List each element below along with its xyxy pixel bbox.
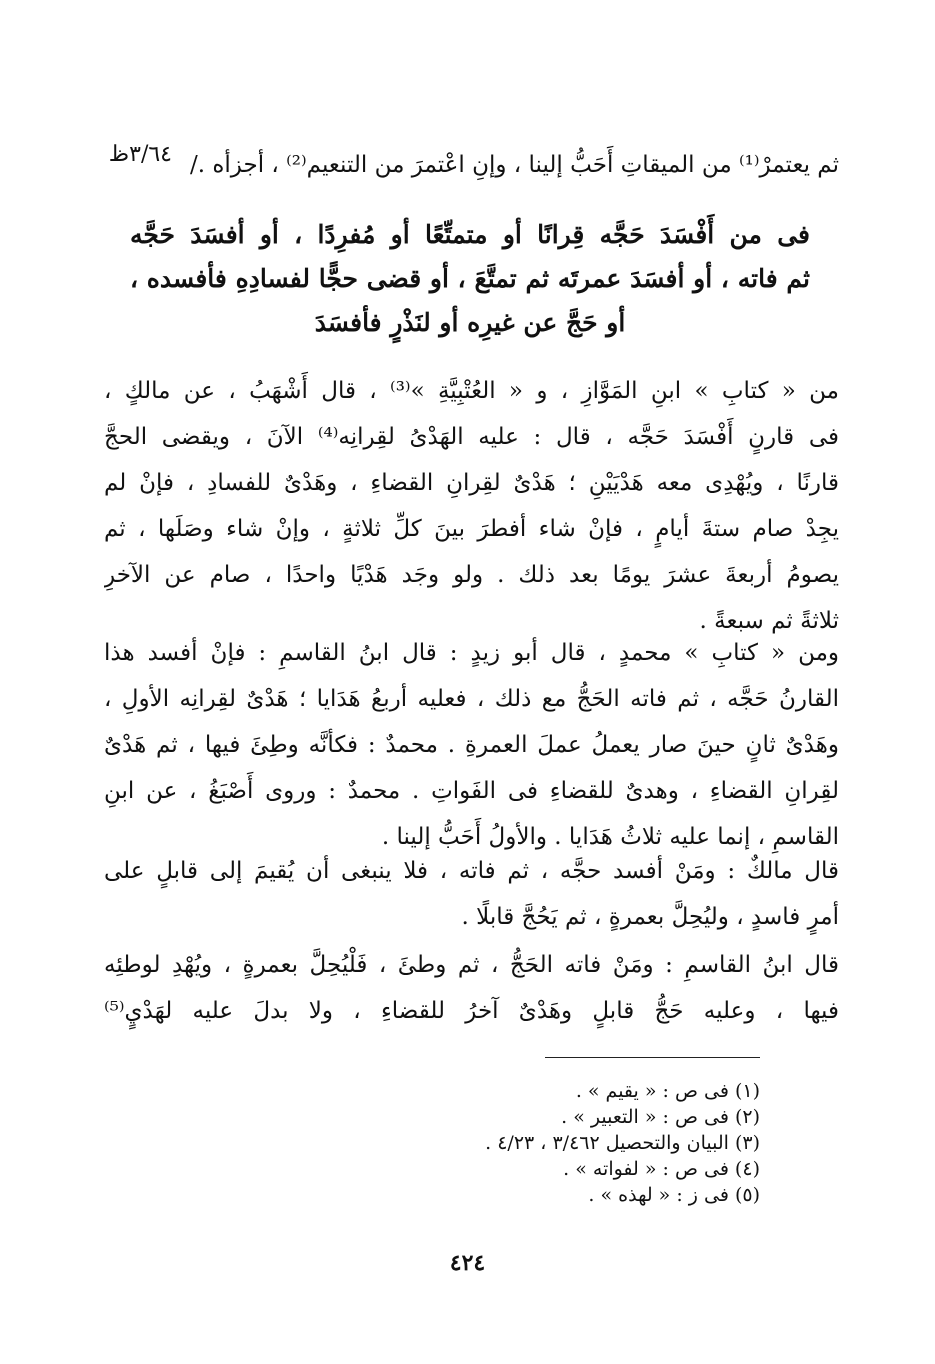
text-line: لقِرانِ القضاءِ ، وهدىٌ للقضاءِ فى الفَواتِ . محمدٌ : وروى أَصْبَغُ ، عن ابنِ [104,778,839,804]
section-heading [130,213,810,345]
paragraph-2 [104,630,839,860]
footnote: (٤) فى ص : « لفواته » . [563,1158,760,1180]
footnote: (٢) فى ص : « التعبير » . [561,1106,760,1128]
paragraph-3 [104,848,839,940]
text-line: فيها ، وعليه حَجُّ قابلٍ وهَدْىٌ آخرُ للقضاءِ ، ولا بدلَ عليه لهَدْيٍ⁽⁵⁾ [104,998,839,1024]
text-line: ثم يعتمرْ⁽¹⁾ من الميقاتِ أَحَبُّ إلينا ، وإنِ اعْتمرَ من التنعيم⁽²⁾ ، أجزأه ./ [189,152,839,178]
footnote: (٥) فى ز : « لهذه » . [588,1184,760,1206]
text-line: قال مالكٌ : ومَنْ أفسد حجَّه ، ثم فاته ، فلا ينبغى أن يُقيمَ إلى قابلٍ على [104,858,839,884]
opening-line [104,142,839,188]
text-line: القارنُ حَجَّه ، ثم فاته الحَجُّ مع ذلك ، فعليه أربعُ هَدَايا ؛ هَدْىٌ لقِرانِه الأولِ ، [104,686,839,712]
footnote: (١) فى ص : « يقيم » . [575,1080,760,1102]
text-line: ثلاثةً ثم سبعةً . [699,608,839,634]
heading-line: أو حَجَّ عن غيرِه أو لنَذْرٍ فأفسَدَ [314,308,626,337]
margin-folio-reference: ٣/٦٤ظ [108,142,172,167]
text-line: قارنًا ، ويُهْدِى معه هَدْيَيْنِ ؛ هَدْىٌ لقِرانِ القضاءِ ، وهَدْىٌ للفسادِ ، فإنْ لم [104,470,839,496]
text-line: قال ابنُ القاسمِ : ومَنْ فاته الحَجُّ ، ثم وطئَ ، فَلْيُحِلَّ بعمرةٍ ، ويُهْدِ لوطئِه [104,952,839,978]
text-line: يجِدْ صام ستةَ أيامٍ ، فإنْ شاء أفطرَ بينَ كلِّ ثلاثةٍ ، وإنْ شاء وصَلَها ، ثم [104,516,839,542]
heading-line: فى من أَفْسَدَ حَجَّه قِرانًا أو متمتِّعًا أو مُفرِدًا ، أو أفسَدَ حَجَّه [130,220,810,249]
footnote-divider [545,1057,760,1058]
text-line: أمرٍ فاسدٍ ، وليُحِلَّ بعمرةٍ ، ثم يَحُجَّ قابلًا . [461,904,839,930]
text-line: من « كتابِ » ابنِ المَوَّازِ ، و « العُتْبِيَّةِ »⁽³⁾ ، قال أَشْهَبُ ، عن مالكٍ ، [104,378,839,404]
page-number: ٤٢٤ [449,1250,486,1276]
text-line: فى قارنٍ أَفْسَدَ حَجَّه ، قال : عليه الهَدْىُ لقِرانِه⁽⁴⁾ الآنَ ، ويقضى الحجَّ [104,424,839,450]
paragraph-1 [104,368,839,644]
heading-line: ثم فاته ، أو أفسَدَ عمرتَه ثم تمتَّعَ ، أو قضى حجًّا لفسادِهِ فأفسده ، [130,264,810,293]
text-line: وهَدْىٌ ثانٍ حينَ صار يعملُ عملَ العمرةِ . محمدٌ : فكأنَّه وطِئَ فيها ، ثم هَدْىٌ [104,732,839,758]
footnotes [360,1078,760,1208]
text-line: ومن « كتابِ » محمدٍ ، قال أبو زيدٍ : قال ابنُ القاسمِ : فإنْ أفسد هذا [104,640,839,666]
paragraph-4 [104,942,839,1034]
text-line: يصومُ أربعةَ عشرَ يومًا بعد ذلك . ولو وجَد هَدْيًا واحدًا ، صام عن الآخرِ [104,562,839,588]
footnote: (٣) البيان والتحصيل ٣/٤٦٢ ، ٤/٢٣ . [485,1132,760,1154]
text-line: القاسمِ ، إنما عليه ثلاثُ هَدَايا . والأولُ أَحَبُّ إلينا . [381,824,839,850]
